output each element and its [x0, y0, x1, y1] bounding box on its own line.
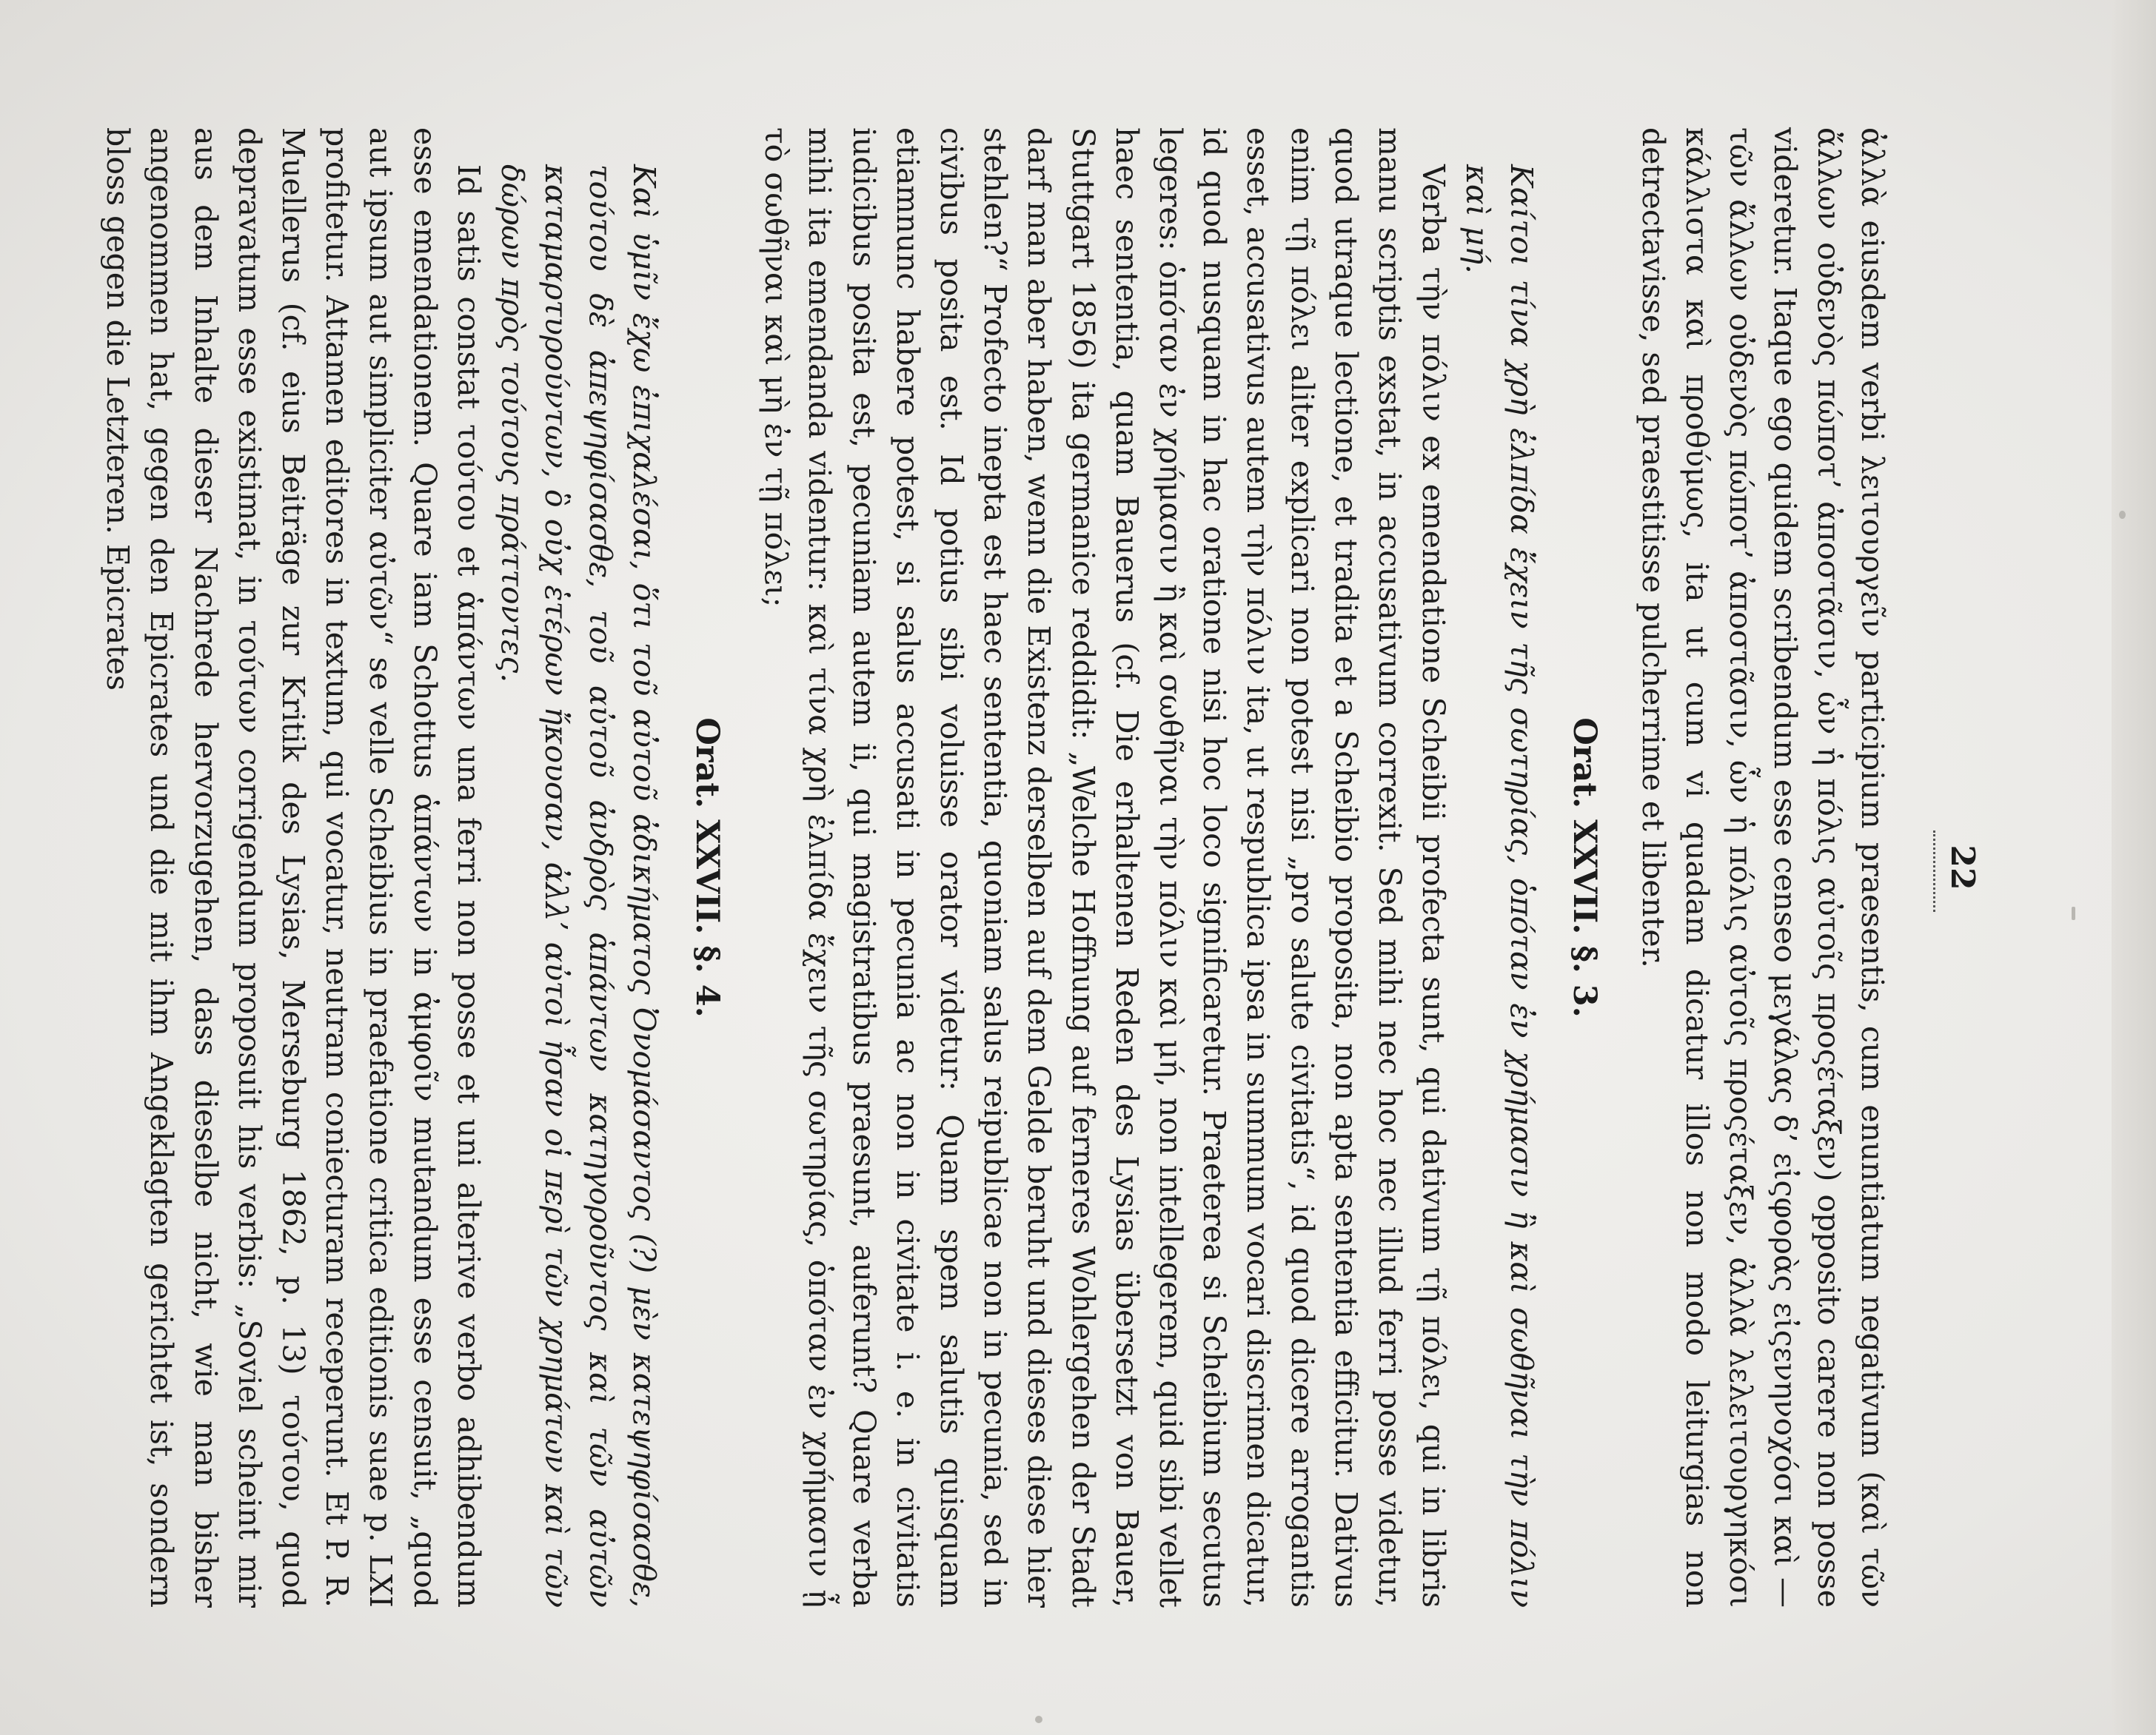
section-heading: Orat. XXVII. §. 3.	[1565, 717, 1603, 1018]
page-number: 22	[1944, 845, 1981, 890]
greek-quotation: Καὶ ὑμῖν ἔχω ἐπιχαλέσαι, ὅτι τοῦ αὐτοῦ ἀδικήματος Ὀνομάσαντος (?) μὲν κατεψηφίσασθε, τούτου δὲ ἀπεψηφίσασθε, τοῦ αὐτοῦ ἀνδρὸς ἁπάντων κατηγοροῦντος καὶ τῶν αὐτῶν καταμαρτυρούντων, ὃ οὐχ ἑτέρων ἤκουσαν, ἀλλ’ αὐτοὶ ἦσαν οἱ περὶ τῶν χρημάτων καὶ τῶν δώρων πρὸς τούτους πράττοντες.	[495, 164, 662, 1608]
ink-speck	[2072, 907, 2075, 920]
page-edge-shadow	[2112, 0, 2156, 1735]
section-heading: Orat. XXVII. §. 4.	[688, 717, 726, 1018]
paragraph: ἀλλὰ eiusdem verbi λειτουργεῖν participium praesentis, cum enuntiatum negativum (καὶ τῶν ἄλλων οὐδενὸς πώποτ’ ἀποστᾶσιν, ὧν ἡ πόλις αὐτοῖς προςέταξεν) opposito carere non posse videretur. Itaque ego quidem scribendum esse censeo μεγάλας δ’ εἰςφορὰς εἰςενηνοχόσι καὶ — τῶν ἄλλων οὐδενὸς πώποτ’ ἀποστᾶσιν, ὧν ἡ πόλις αὐτοῖς προςέταξεν, ἀλλὰ λελειτουργηκόσι κάλλιστα καὶ προθύμως, ita ut cum vi quadam dicatur illos non modo leiturgias non detrectavisse, sed praestitisse pulcherrime et libenter.	[1635, 127, 1890, 1608]
ink-speck	[1035, 1716, 1042, 1723]
greek-quotation: Καίτοι τίνα χρὴ ἐλπίδα ἔχειν τῆς σωτηρίας, ὁπόταν ἐν χρήμασιν ἢ καὶ σωθῆναι τὴν πόλιν καὶ μή.	[1459, 164, 1539, 1608]
page-number-rule	[1933, 830, 1935, 912]
paragraph: Verba τὴν πόλιν ex emendatione Scheibii profecta sunt, qui dativum τῇ πόλει, qui in libris manu scriptis exstat, in accusativum correxit. Sed mihi nec hoc nec illud ferri posse videtur, quod utraque lectione, et tradita et a Scheibio proposita, non apta sententia efficitur. Dativus enim τῇ πόλει aliter explicari non potest nisi „pro salute civitatis“, id quod dicere arrogantis esset, accusativus autem τὴν πόλιν ita, ut respublica ipsa in summum vocari discrimen dicatur, id quod nusquam in hac oratione nisi hoc loco significaretur. Praeterea si Scheibium secutus legeres: ὁπόταν ἐν χρήμασιν ἢ καὶ σωθῆναι τὴν πόλιν καὶ μή, non intellegerem, quid sibi vellet haec sententia, quam Bauerus (cf. Die erhaltenen Reden des Lysias übersetzt von Bauer, Stuttgart 1856) ita germanice reddidit: „Welche Hoffnung auf ferneres Wohlergehen der Stadt darf man aber haben, wenn die Existenz derselben auf dem Gelde beruht und dieses diese hier stehlen?“ Profecto inepta est haec sententia, quoniam salus reipublicae non in pecunia, sed in civibus posita est. Id potius sibi voluisse orator videtur: Quam spem salutis quisquam etiamnunc habere potest, si salus accusati in pecunia ac non in civitate i. e. in civitatis iudicibus posita est, pecuniam autem ii, qui magistratibus praesunt, auferunt? Quare verba mihi ita emendanda videntur: καὶ τίνα χρὴ ἐλπίδα ἔχειν τῆς σωτηρίας, ὁπόταν ἐν χρήμασιν ᾖ τὸ σωθῆναι καὶ μὴ ἐν τῇ πόλει;	[758, 127, 1452, 1608]
paragraph: Id satis constat τούτου et ἁπάντων una ferri non posse et uni alterive verbo adhibendum esse emendationem. Quare iam Schottus ἁπάντων in ἀμφοῖν mutandum esse censuit, „quod aut ipsum aut simpliciter αὐτῶν“ se velle Scheibius in praefatione critica editionis suae p. LXI profitetur. Attamen editores in textum, qui vocatur, neutram coniecturam receperunt. Et P. R. Muellerus (cf. eius Beiträge zur Kritik des Lysias, Merseburg 1862, p. 13) τούτου, quod depravatum esse existimat, in τούτων corrigendum proposuit his verbis: „Soviel scheint mir aus dem Inhalte dieser Nachrede hervorzugehen, dass dieselbe nicht, wie man bisher angenommen hat, gegen den Epicrates und die mit ihm Angeklagten gerichtet ist, sondern bloss gegen die Letzteren. Epicrates	[100, 127, 486, 1608]
ink-speck	[2119, 511, 2126, 519]
book-page	[100, 113, 1981, 1622]
page-text	[96, 127, 1894, 1608]
